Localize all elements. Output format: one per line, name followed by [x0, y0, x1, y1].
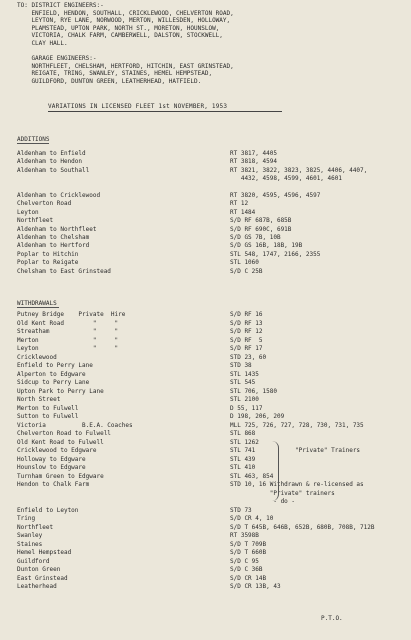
additions-location: Aldenham to Chelsham	[17, 234, 90, 241]
additions-fleet-numbers: S/D RF 690C, 691B	[230, 225, 292, 233]
additions-location: Chelverton Road	[17, 200, 72, 208]
withdrawals-location: Chelverton Road to Fulwell	[17, 430, 111, 437]
withdrawals-fleet-numbers: S/D RF 13	[230, 319, 263, 327]
withdrawals-location: Leatherhead	[17, 583, 57, 590]
withdrawals-location: Alperton to Edgware	[17, 370, 86, 378]
header-line: GARAGE ENGINEERS:-	[17, 55, 97, 63]
additions-fleet-numbers: RT 3820, 4595, 4596, 4597	[230, 192, 321, 199]
withdrawals-fleet-numbers: S/D RF 5	[230, 336, 263, 344]
withdrawals-fleet-numbers: S/D RF 16	[230, 311, 263, 318]
additions-fleet-numbers: RT 3817, 4405	[230, 150, 277, 157]
withdrawals-fleet-numbers: STL 706, 1580	[230, 387, 277, 395]
withdrawals-fleet-numbers: STL 2100	[230, 396, 259, 403]
withdrawals-location: Staines	[17, 540, 43, 548]
withdrawals-fleet-numbers: RT 3598B	[230, 532, 259, 539]
withdrawals-fleet-numbers: S/D T 709B	[230, 540, 267, 548]
withdrawals-location: Swanley	[17, 532, 43, 539]
additions-fleet-numbers: S/D C 25B	[230, 267, 263, 275]
withdrawals-location: Merton to Fulwell	[17, 404, 79, 412]
additions-heading-underline	[17, 143, 49, 144]
withdrawals-location: Upton Park to Perry Lane	[17, 387, 104, 395]
additions-location: Aldenham to Hertford	[17, 242, 90, 250]
withdrawals-fleet-numbers: S/D RF 17	[230, 345, 263, 352]
withdrawals-fleet-numbers: STL 1435	[230, 370, 259, 378]
additions-location: Aldenham to Northfleet	[17, 225, 97, 233]
withdrawals-location: Turnham Green to Edgware	[17, 472, 104, 480]
withdrawals-location: Hounslow to Edgware	[17, 464, 86, 471]
withdrawals-fleet-numbers: STL 439	[230, 455, 256, 463]
header-line: LEYTON, RYE LANE, NORWOOD, MERTON, WILLESDEN, HOLLOWAY,	[17, 17, 231, 25]
withdrawals-fleet-numbers: STL 1262	[230, 438, 259, 446]
withdrawals-fleet-numbers: S/D C 95	[230, 557, 259, 565]
withdrawals-fleet-numbers: S/D RF 12	[230, 328, 263, 335]
additions-location: Aldenham to Hendon	[17, 158, 83, 166]
header-line: VICTORIA, CHALK FARM, CAMBERWELL, DALSTON, STOCKWELL,	[17, 32, 223, 40]
withdrawals-location: Old Kent Road to Fulwell	[17, 438, 104, 446]
additions-fleet-numbers: S/D GS 7B, 10B	[230, 234, 281, 241]
additions-fleet-numbers: STL 1060	[230, 259, 259, 267]
additions-location: Leyton	[17, 208, 39, 216]
withdrawals-fleet-numbers: STL 463, 854	[230, 472, 274, 480]
withdrawals-location: Cricklewood	[17, 353, 57, 361]
withdrawals-location: Streatham " "	[17, 328, 119, 335]
withdrawals-location: Enfield to Perry Lane	[17, 362, 93, 369]
withdrawals-fleet-numbers: STL 545	[230, 379, 256, 386]
withdrawals-fleet-numbers: S/D CR 14B	[230, 574, 267, 582]
withdrawals-heading-underline	[17, 307, 59, 308]
withdrawals-fleet-numbers: S/D CR 4, 10	[230, 515, 274, 522]
withdrawals-fleet-numbers: D 198, 206, 209	[230, 413, 285, 420]
withdrawals-fleet-numbers: STD 23, 60	[230, 353, 267, 361]
header-line: TO: DISTRICT ENGINEERS:-	[17, 2, 104, 9]
additions-fleet-numbers: 4432, 4598, 4599, 4601, 4601	[230, 175, 342, 183]
additions-location: Aldenham to Southall	[17, 166, 90, 174]
withdrawals-fleet-numbers: STL 868	[230, 430, 256, 437]
header-line: CLAY HALL.	[17, 40, 68, 47]
additions-heading: ADDITIONS	[17, 136, 50, 143]
withdrawals-fleet-numbers: S/D C 36B	[230, 566, 263, 573]
withdrawals-location: Leyton " "	[17, 345, 119, 352]
header-line: PLAMSTEAD, UPTON PARK, NORTH ST., MORETON, HOUNSLOW,	[17, 24, 220, 32]
withdrawals-fleet-numbers: STD 10, 16 Withdrawn & re-licensed as	[230, 481, 364, 488]
withdrawals-location: Enfield to Leyton	[17, 506, 79, 514]
document-title: VARIATIONS IN LICENSED FLEET 1st NOVEMBER, 1953	[48, 103, 228, 110]
withdrawals-location: Hendon to Chalk Farm	[17, 481, 90, 488]
pto-note: P.T.O.	[321, 615, 343, 622]
withdrawals-location: Northfleet	[17, 523, 54, 531]
withdrawals-location: Cricklewood to Edgware	[17, 447, 97, 454]
additions-fleet-numbers: RT 3818, 4594	[230, 158, 277, 166]
withdrawals-fleet-numbers: MLL 725, 726, 727, 728, 730, 731, 735	[230, 421, 364, 429]
header-line: ENFIELD, HENDON, SOUTHALL, CRICKLEWOOD, CHELVERTON ROAD,	[17, 9, 234, 17]
withdrawals-fleet-numbers: S/D T 660B	[230, 549, 267, 556]
withdrawals-location: Sidcup to Perry Lane	[17, 379, 90, 386]
withdrawals-location: Hemel Hempstead	[17, 549, 72, 556]
additions-fleet-numbers: RT 12	[230, 200, 249, 208]
withdrawals-fleet-numbers: - do -	[230, 498, 296, 505]
withdrawals-fleet-numbers: S/D CR 13B, 43	[230, 583, 281, 590]
additions-fleet-numbers: S/D RF 687B, 685B	[230, 217, 292, 225]
additions-fleet-numbers: STL 548, 1747, 2166, 2355	[230, 250, 321, 258]
withdrawals-fleet-numbers: STD 38	[230, 362, 252, 369]
withdrawals-heading: WITHDRAWALS	[17, 300, 57, 307]
additions-fleet-numbers: RT 1484	[230, 208, 256, 216]
title-underline	[48, 111, 282, 112]
header-line: GUILDFORD, DUNTON GREEN, LEATHERHEAD, HATFIELD.	[17, 78, 202, 85]
additions-location: Poplar to Reigate	[17, 259, 79, 267]
withdrawals-fleet-numbers: STL 741 "Private" Trainers	[230, 447, 361, 454]
withdrawals-location: Victoria B.E.A. Coaches	[17, 421, 133, 429]
withdrawals-location: Sutton to Fulwell	[17, 413, 79, 420]
withdrawals-location: Merton " "	[17, 336, 119, 344]
withdrawals-fleet-numbers: "Private" trainers	[230, 489, 335, 497]
trainers-bracket	[272, 441, 279, 501]
withdrawals-location: East Grinstead	[17, 574, 68, 582]
withdrawals-location: Tring	[17, 515, 36, 522]
additions-location: Northfleet	[17, 217, 54, 225]
withdrawals-location: Dunton Green	[17, 566, 61, 573]
withdrawals-fleet-numbers: STL 410	[230, 464, 256, 471]
withdrawals-location: Putney Bridge Private Hire	[17, 311, 126, 318]
header-line: NORTHFLEET, CHELSHAM, HERTFORD, HITCHIN, EAST GRINSTEAD,	[17, 62, 234, 70]
header-line: REIGATE, TRING, SWANLEY, STAINES, HEMEL HEMPSTEAD,	[17, 70, 213, 78]
withdrawals-location: Holloway to Edgware	[17, 455, 86, 463]
withdrawals-fleet-numbers: S/D T 645B, 646B, 652B, 680B, 708B, 712B	[230, 523, 375, 531]
withdrawals-location: North Street	[17, 396, 61, 403]
additions-location: Poplar to Hitchin	[17, 250, 79, 258]
additions-location: Aldenham to Cricklewood	[17, 192, 101, 199]
withdrawals-fleet-numbers: D 55, 117	[230, 404, 263, 412]
additions-location: Aldenham to Enfield	[17, 150, 86, 157]
withdrawals-location: Guildford	[17, 557, 50, 565]
additions-fleet-numbers: RT 3821, 3822, 3823, 3825, 4406, 4407,	[230, 166, 368, 174]
withdrawals-fleet-numbers: STD 73	[230, 506, 252, 514]
additions-fleet-numbers: S/D GS 16B, 18B, 19B	[230, 242, 303, 250]
additions-location: Chelsham to East Grinstead	[17, 267, 111, 275]
withdrawals-location: Old Kent Road " "	[17, 319, 119, 327]
